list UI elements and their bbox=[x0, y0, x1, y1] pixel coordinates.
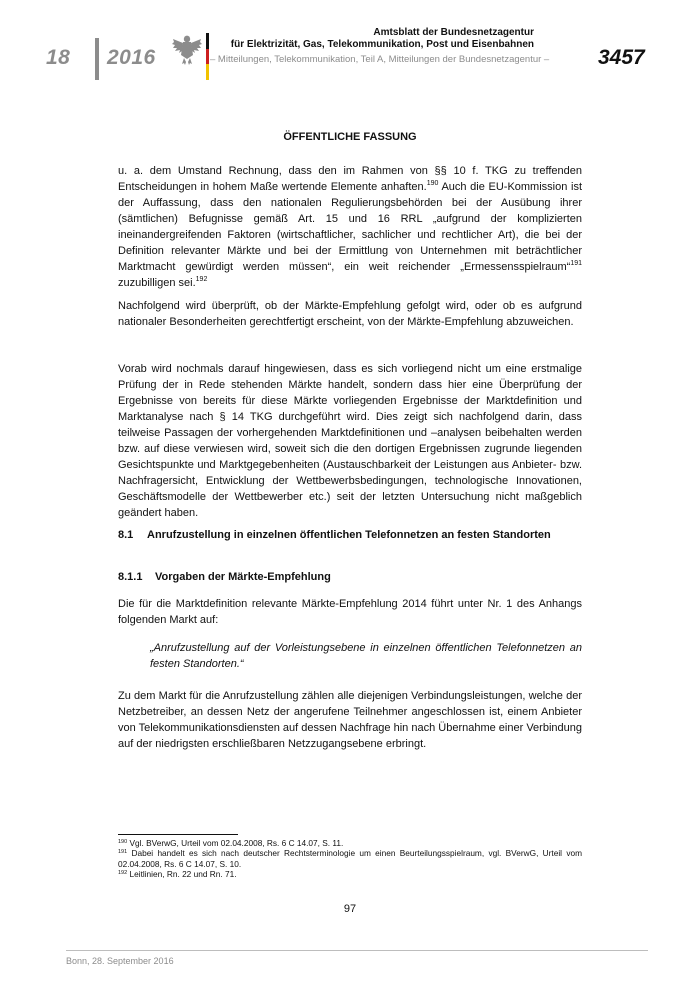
section-8-1-title: Anrufzustellung in einzelnen öffentlichen Telefonnetzen an festen Standorten bbox=[147, 529, 551, 541]
publication-title bbox=[222, 27, 534, 51]
gazette-page-number: 3457 bbox=[598, 46, 645, 69]
footnote-separator bbox=[118, 834, 238, 835]
public-version-heading: ÖFFENTLICHE FASSUNG bbox=[283, 131, 417, 143]
paragraph-1 bbox=[118, 163, 582, 291]
paragraph-4: Die für die Marktdefinition relevante Märkte-Empfehlung 2014 führt unter Nr. 1 des Anhangs folgenden Markt auf: bbox=[118, 598, 582, 626]
paragraph-3: Vorab wird nochmals darauf hingewiesen, dass es sich vorliegend nicht um eine erstmalige Prüfung der in Rede stehenden Märkte handelt, sondern dass hier eine Überprüfung der Ergebnisse von bereits für diese Märkte vorliegenden Ergebnisse der Marktdefinition und Marktanalyse nach § 14 TKG durchgeführt wird. Dies zeigt sich nachfolgend darin, dass teilweise Passagen der vorhergehenden Marktdefinitionen und –analysen beibehalten werden bzw. auf diese verwiesen wird, soweit sich die den dortigen Ergebnissen zugrunde liegenden Gesichtspunkte und Marktgegebenheiten (Austauschbarkeit der Leistungen aus Anbieter- bzw. Nachfragersicht, Entwicklung der Wettbewerbsbedingungen, technologische Innovationen, Geschäftsmodelle der Wettbewerber etc.) seit der letzten Untersuchung nicht maßgeblich geändert haben. bbox=[118, 363, 582, 519]
footnote-number: 190 bbox=[118, 839, 128, 845]
section-8-1-number: 8.1 bbox=[118, 529, 134, 541]
publication-title-line2: für Elektrizität, Gas, Telekommunikation, Post und Eisenbahnen bbox=[230, 39, 534, 50]
issue-number: 18 bbox=[46, 46, 71, 69]
footnote-text: Dabei handelt es sich nach deutscher Rechtsterminologie um einen Beurteilungsspielraum, vgl. BVerwG, Urteil vom 02.04.2008, Rs. 6 C 14.07, S. 10. bbox=[118, 848, 582, 869]
section-8-1-1-heading bbox=[118, 571, 331, 583]
market-quote: „Anrufzustellung auf der Vorleistungsebene in einzelnen öffentlichen Telefonnetzen an festen Standorten.“ bbox=[150, 642, 582, 670]
footer-date: Bonn, 28. September 2016 bbox=[66, 956, 174, 966]
paragraph-2: Nachfolgend wird überprüft, ob der Märkte-Empfehlung gefolgt wird, oder ob es aufgrund nationaler Besonderheiten gerechtfertigt erscheint, von der Märkte-Empfehlung abzuweichen. bbox=[118, 300, 582, 328]
footnote-text: Vgl. BVerwG, Urteil vom 02.04.2008, Rs. 6 C 14.07, S. 11. bbox=[127, 838, 344, 848]
section-8-1-1-title: Vorgaben der Märkte-Empfehlung bbox=[155, 571, 331, 583]
footnotes bbox=[118, 838, 582, 879]
issue-divider bbox=[95, 38, 99, 80]
document-page-number: 97 bbox=[343, 903, 357, 915]
footnote-191 bbox=[118, 848, 582, 869]
section-8-1-heading bbox=[118, 529, 551, 541]
paragraph-5: Zu dem Markt für die Anrufzustellung zählen alle diejenigen Verbindungsleistungen, welche der Netzbetreiber, an dessen Netz der angerufene Teilnehmer angeschlossen ist, einem Anbieter von Telekommunikationsdiensten auf dessen Nachfrage hin nach Übernahme einer Verbindung auf der niedrigsten erschließbaren Netzzugangsebene erbringt. bbox=[118, 690, 582, 750]
footnote-190 bbox=[118, 838, 582, 848]
footnote-ref-191[interactable]: 191 bbox=[570, 260, 582, 267]
footnote-192 bbox=[118, 869, 582, 879]
footnote-ref-192[interactable]: 192 bbox=[195, 276, 208, 283]
publication-title-line1: Amtsblatt der Bundesnetzagentur bbox=[373, 27, 534, 38]
footnote-number: 192 bbox=[118, 869, 128, 876]
footnote-number: 191 bbox=[118, 849, 128, 856]
footnote-ref-190[interactable]: 190 bbox=[426, 180, 439, 187]
federal-eagle-icon bbox=[172, 33, 202, 66]
paragraph-1-text-b: Auch die EU-Kommission ist der Auffassung, dass den nationalen Regulierungsbehörden bei der Ausübung ihrer (sämtlichen) Befugnisse gemäß Art. 15 und 16 RRL „aufgrund der komplizierten ineinandergreifenden Faktoren (wirtschaftlicher, sachlicher und rechtlicher Art), die bei der Definition relevanter Märkte und bei der Ermittlung von Unternehmen mit beträchtlicher Marktmacht gewürdigt werden müssen“, ein weit reichender „Ermessensspielraum“ bbox=[118, 181, 582, 273]
publication-subtitle: – Mitteilungen, Telekommunikation, Teil A, Mitteilungen der Bundesnetzagentur – bbox=[210, 54, 550, 65]
paragraph-1-text-a: u. a. dem Umstand Rechnung, dass den im Rahmen von §§ 10 f. TKG zu treffenden Entscheidungen in hohem Maße wertende Elemente anhaften. bbox=[118, 165, 582, 193]
issue-year: 2016 bbox=[107, 46, 156, 69]
flag-stripe bbox=[206, 33, 209, 80]
paragraph-1-text-c: zuzubilligen sei. bbox=[118, 277, 196, 289]
footnote-text: Leitlinien, Rn. 22 und Rn. 71. bbox=[127, 868, 237, 879]
section-8-1-1-number: 8.1.1 bbox=[118, 571, 143, 583]
footer-rule bbox=[66, 950, 648, 951]
